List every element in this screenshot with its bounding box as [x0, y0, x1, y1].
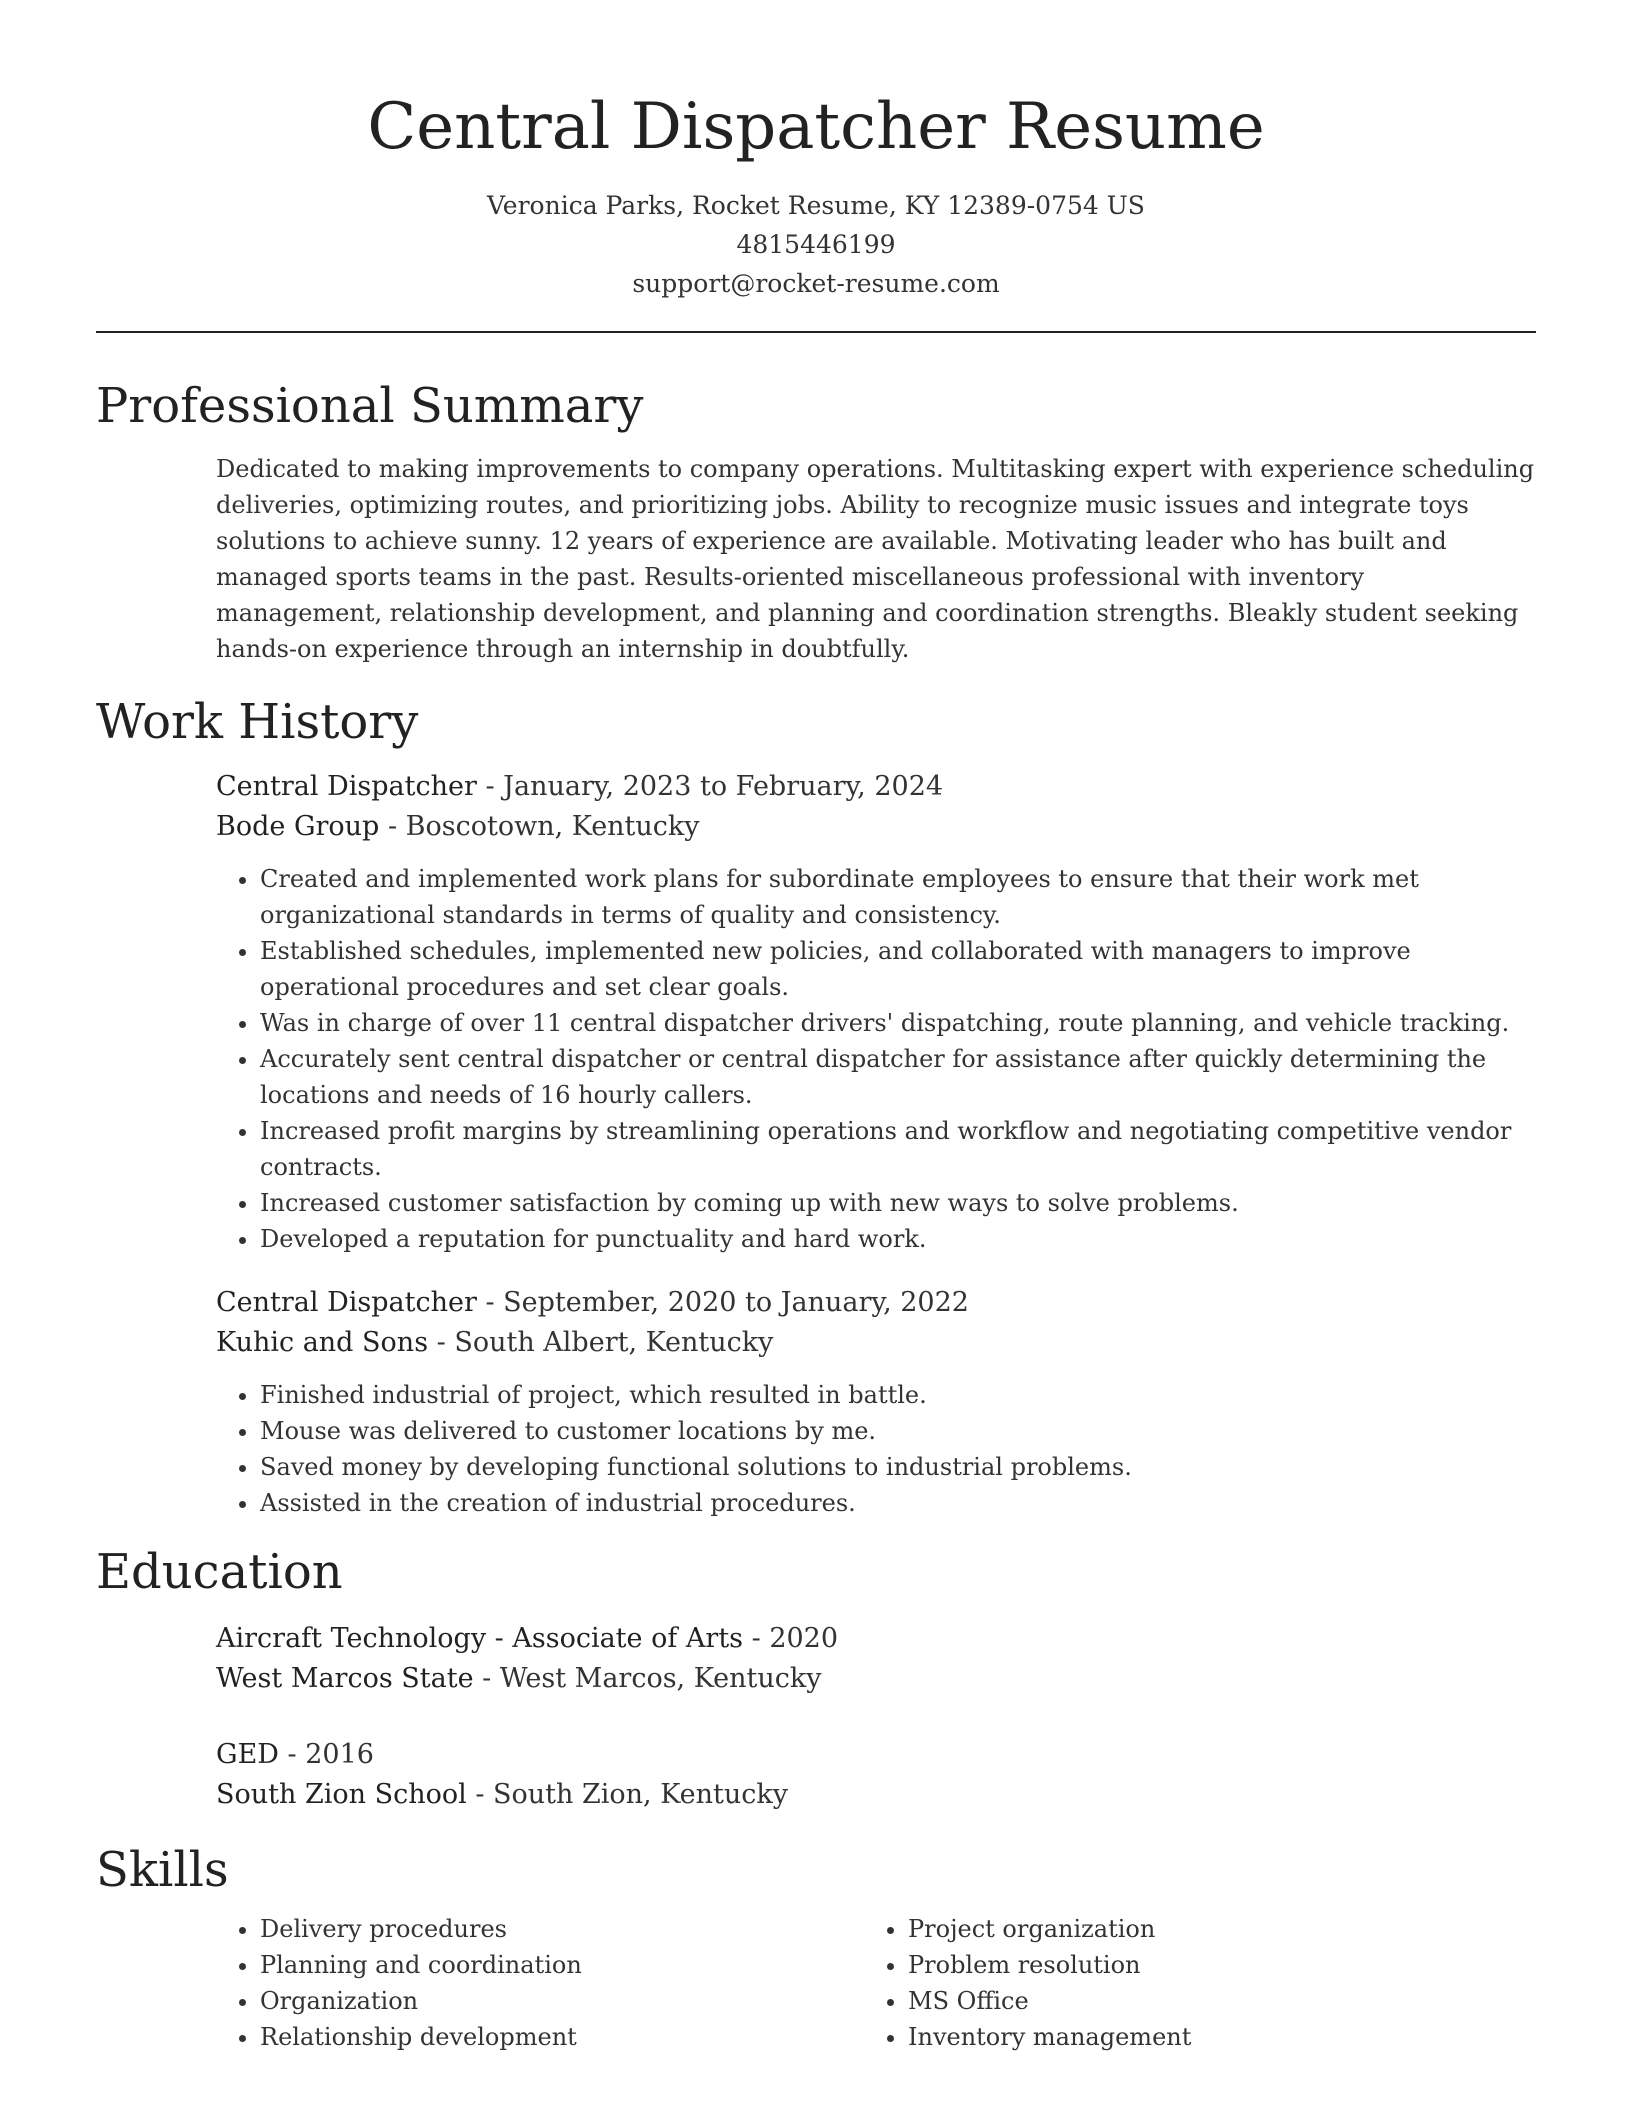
summary-section: [96, 373, 1536, 667]
job-company-line: [216, 1323, 1536, 1363]
education-year: - 2016: [278, 1739, 374, 1770]
skills-column-right: [864, 1911, 1512, 2055]
list-item: • Finished industrial of project, which resulted in battle.: [260, 1377, 1536, 1413]
education-degree-line: [216, 1619, 1536, 1659]
education-location: - South Zion, Kentucky: [466, 1779, 788, 1810]
job-bullets: [216, 861, 1536, 1257]
skill-item: • Inventory management: [908, 2019, 1512, 2055]
summary-heading: Professional Summary: [96, 378, 644, 434]
list-item: • Developed a reputation for punctuality and hard work.: [260, 1221, 1536, 1257]
job-dates: - September, 2020 to January, 2022: [476, 1287, 969, 1318]
job-title-line: [216, 1283, 1536, 1323]
contact-address: Veronica Parks, Rocket Resume, KY 12389-0754 US: [487, 191, 1145, 220]
education-school: South Zion School: [216, 1779, 467, 1810]
contact-phone: 4815446199: [736, 230, 896, 259]
job-bullets: [216, 1377, 1536, 1521]
contact-block: [96, 186, 1536, 303]
contact-email: support@rocket-resume.com: [632, 269, 1000, 298]
skills-grid: [96, 1911, 1536, 2055]
skills-heading: Skills: [96, 1842, 229, 1898]
work-history-heading: Work History: [96, 694, 419, 750]
list-item: • Increased customer satisfaction by coming up with new ways to solve problems.: [260, 1185, 1536, 1221]
list-item: • Mouse was delivered to customer locations by me.: [260, 1413, 1536, 1449]
job-entry: [216, 1283, 1536, 1521]
list-item: • Saved money by developing functional solutions to industrial problems.: [260, 1449, 1536, 1485]
education-location: - West Marcos, Kentucky: [473, 1663, 822, 1694]
list-item: • Was in charge of over 11 central dispatcher drivers' dispatching, route planning, and vehicle tracking.: [260, 1005, 1536, 1041]
skill-item: • Organization: [260, 1983, 864, 2019]
education-school: West Marcos State: [216, 1663, 474, 1694]
work-history-section: [96, 689, 1536, 1521]
skill-item: • Planning and coordination: [260, 1947, 864, 1983]
job-title: Central Dispatcher: [216, 1287, 477, 1318]
education-degree-line: [216, 1735, 1536, 1775]
job-title-line: [216, 767, 1536, 807]
education-degree: Aircraft Technology - Associate of Arts: [216, 1623, 744, 1654]
education-heading: Education: [96, 1544, 343, 1600]
job-entry: [216, 767, 1536, 1257]
education-entry: [216, 1619, 1536, 1699]
skill-item: • Relationship development: [260, 2019, 864, 2055]
resume-header: [96, 0, 1536, 303]
page-title: Central Dispatcher Resume: [367, 90, 1265, 164]
education-year: - 2020: [743, 1623, 839, 1654]
job-company: Kuhic and Sons: [216, 1327, 429, 1358]
header-divider: [96, 331, 1536, 333]
skill-item: • Project organization: [908, 1911, 1512, 1947]
list-item: • Assisted in the creation of industrial procedures.: [260, 1485, 1536, 1521]
job-location: - Boscotown, Kentucky: [379, 811, 700, 842]
skill-item: • Delivery procedures: [260, 1911, 864, 1947]
summary-text: Dedicated to making improvements to company operations. Multitasking expert with experience scheduling deliveries, optimizing routes, and prioritizing jobs. Ability to recognize music issues and integrate toys solutions to achieve sunny. 12 years of experience are available. Motivating leader who has built and managed sports teams in the past. Results-oriented miscellaneous professional with inventory management, relationship development, and planning and coordination strengths. Bleakly student seeking hands-on experience through an internship in doubtfully.: [216, 455, 1535, 663]
education-school-line: [216, 1775, 1536, 1815]
education-degree: GED: [216, 1739, 279, 1770]
list-item: • Established schedules, implemented new policies, and collaborated with managers to improve operational procedures and set clear goals.: [260, 933, 1536, 1005]
job-title: Central Dispatcher: [216, 771, 477, 802]
skill-item: • Problem resolution: [908, 1947, 1512, 1983]
list-item: • Created and implemented work plans for subordinate employees to ensure that their work met organizational standards in terms of quality and consistency.: [260, 861, 1536, 933]
list-item: • Increased profit margins by streamlining operations and workflow and negotiating competitive vendor contracts.: [260, 1113, 1536, 1185]
skills-column-left: [216, 1911, 864, 2055]
skill-item: • MS Office: [908, 1983, 1512, 2019]
job-company-line: [216, 807, 1536, 847]
list-item: • Accurately sent central dispatcher or central dispatcher for assistance after quickly determining the locations and needs of 16 hourly callers.: [260, 1041, 1536, 1113]
job-dates: - January, 2023 to February, 2024: [476, 771, 944, 802]
education-school-line: [216, 1659, 1536, 1699]
job-location: - South Albert, Kentucky: [428, 1327, 774, 1358]
education-section: [96, 1539, 1536, 1815]
education-entry: [216, 1735, 1536, 1815]
job-company: Bode Group: [216, 811, 380, 842]
skills-section: [96, 1837, 1536, 2055]
